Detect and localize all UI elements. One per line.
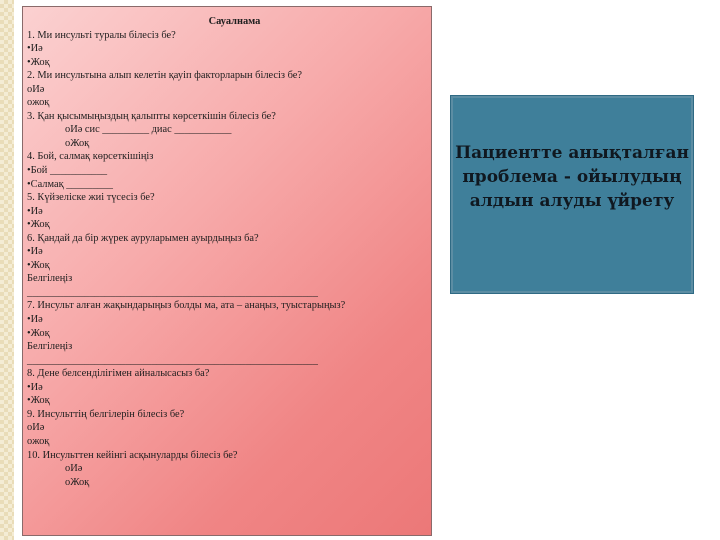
questionnaire-line: •Иә bbox=[27, 314, 43, 326]
questionnaire-line: 4. Бой, салмақ көрсеткішіңіз bbox=[27, 151, 154, 163]
questionnaire-line: •Жоқ bbox=[27, 219, 50, 231]
questionnaire-line: •Салмақ _________ bbox=[27, 178, 113, 190]
questionnaire-line: •Жоқ bbox=[27, 56, 50, 68]
questionnaire-line: Белгілеңіз bbox=[27, 273, 73, 285]
questionnaire-line: oИә сис _________ диас ___________ bbox=[65, 124, 232, 136]
questionnaire-line: oжоқ bbox=[27, 435, 50, 447]
questionnaire-line: 8. Дене белсенділігімен айналысасыз ба? bbox=[27, 368, 210, 380]
questionnaire-line: 6. Қандай да бір жүрек ауруларымен ауырдыңыз ба? bbox=[27, 232, 259, 244]
questionnaire-title: Сауалнама bbox=[208, 16, 261, 27]
questionnaire-line: •Бой ___________ bbox=[27, 165, 108, 177]
patient-problem-text: Пациентте анықталған проблема - ойылудың алдын алуды үйрету bbox=[455, 142, 689, 211]
questionnaire-line: 10. Инсульттен кейінгі асқынуларды білесіз бе? bbox=[27, 449, 238, 461]
questionnaire-line: •Жоқ bbox=[27, 259, 50, 271]
questionnaire-line: 3. Қан қысымыңыздың қалыпты көрсеткішін білесіз бе? bbox=[27, 110, 276, 122]
questionnaire-line: 5. Күйзеліске жиі түсесіз бе? bbox=[27, 192, 155, 204]
patient-problem-box bbox=[451, 96, 693, 293]
questionnaire-panel bbox=[22, 6, 432, 536]
questionnaire-line: 9. Инсульттің белгілерін білесіз бе? bbox=[27, 408, 185, 420]
questionnaire-lines bbox=[27, 29, 427, 490]
questionnaire-line: oЖоқ bbox=[65, 137, 90, 149]
questionnaire-line: •Иә bbox=[27, 43, 43, 55]
questionnaire-line: •Иә bbox=[27, 246, 43, 258]
questionnaire-line: 1. Ми инсульті туралы білесіз бе? bbox=[27, 29, 176, 41]
questionnaire-line: 2. Ми инсультына алып келетін қауіп факторларын білесіз бе? bbox=[27, 70, 302, 82]
questionnaire-line: •Жоқ bbox=[27, 395, 50, 407]
questionnaire-line: Белгілеңіз bbox=[27, 341, 73, 353]
questionnaire-line: oИә bbox=[65, 463, 83, 475]
questionnaire-line: oИә bbox=[27, 83, 45, 95]
questionnaire-line: oжоқ bbox=[27, 97, 50, 109]
questionnaire-line: ________________________________________________________ bbox=[27, 354, 318, 366]
questionnaire-line: •Жоқ bbox=[27, 327, 50, 339]
questionnaire-line: •Иә bbox=[27, 381, 43, 393]
questionnaire-line: oЖоқ bbox=[65, 476, 90, 488]
questionnaire-line: ________________________________________________________ bbox=[27, 286, 318, 298]
questionnaire-line: •Иә bbox=[27, 205, 43, 217]
questionnaire-line: oИә bbox=[27, 422, 45, 434]
questionnaire-line: 7. Инсульт алған жақындарыңыз болды ма, ата – анаңыз, туыстарыңыз? bbox=[27, 300, 346, 312]
decorative-side-strip bbox=[0, 0, 14, 540]
